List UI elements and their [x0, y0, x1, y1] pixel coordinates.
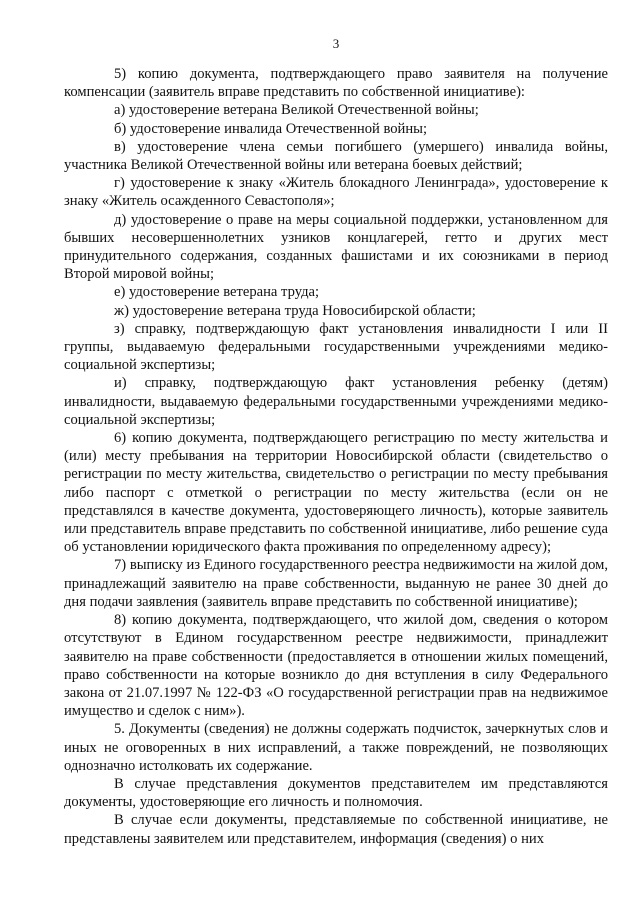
paragraph-item-7: 7) выписку из Единого государственного реестра недвижимости на жилой дом, принадлежащий заявителю на праве собственности, выданную не ранее 30 дней до дня подачи заявления (заявитель вправе представить по собственной инициативе);: [64, 557, 608, 610]
paragraph-sub-zh: ж) удостоверение ветерана труда Новосибирской области;: [114, 302, 476, 319]
paragraph-sub-b: б) удостоверение инвалида Отечественной войны;: [114, 120, 428, 137]
paragraph-own-initiative: В случае если документы, представляемые по собственной инициативе, не представлены заявителем или представителем, информация (сведения) о них: [64, 812, 608, 847]
paragraph-sub-e: е) удостоверение ветерана труда;: [114, 284, 320, 301]
paragraph-section-5: 5. Документы (сведения) не должны содержать подчисток, зачеркнутых слов и иных не оговоренных в них исправлений, а также повреждений, не позволяющих однозначно истолковать их содержание.: [64, 721, 608, 774]
paragraph-item-6: 6) копию документа, подтверждающего регистрацию по месту жительства и (или) месту пребывания на территории Новосибирской области (свидетельство о регистрации по месту жительства, свидетельство о регистрации по месту пребывания либо паспорт с отметкой о регистрации по месту жительства (если он не представлялся в качестве документа, удостоверяющего личность), которые заявитель или представитель вправе представить по собственной инициативе, либо решение суда об установлении юридического факта проживания по определенному адресу);: [64, 430, 608, 556]
paragraph-representative: В случае представления документов представителем им представляются документы, удостоверяющие его личность и полномочия.: [64, 775, 608, 811]
paragraph-sub-d: д) удостоверение о праве на меры социальной поддержки, установленном для бывших несовершеннолетних узников концлагерей, гетто и других мест принудительного содержания, созданных фашистами и их союзниками в период Второй мировой войны;: [64, 211, 608, 283]
paragraph-sub-z: з) справку, подтверждающую факт установления инвалидности I или II группы, выдаваемую федеральными государственными учреждениями медико-социальной экспертизы;: [64, 320, 608, 374]
paragraph-item-8: 8) копию документа, подтверждающего, что жилой дом, сведения о котором отсутствуют в Едином государственном реестре недвижимости, принадлежит заявителю на праве собственности (предоставляется в отношении жилых помещений, право собственности на которые возникло до дня вступления в силу Федерального закона от 21.07.1997 № 122-ФЗ «О государственной регистрации прав на недвижимое имущество и сделок с ним»).: [64, 612, 608, 720]
page-number: 3: [332, 36, 340, 51]
paragraph-sub-v: в) удостоверение члена семьи погибшего (умершего) инвалида войны, участника Великой Отечественной войны или ветерана боевых действий;: [64, 138, 608, 174]
paragraph-sub-g: г) удостоверение к знаку «Житель блокадного Ленинграда», удостоверение к знаку «Житель осажденного Севастополя»;: [64, 175, 608, 210]
paragraph-sub-a: а) удостоверение ветерана Великой Отечественной войны;: [114, 102, 479, 119]
paragraph-sub-i: и) справку, подтверждающую факт установления ребенку (детям) инвалидности, выдаваемую федеральными государственными учреждениями медико-социальной экспертизы;: [64, 375, 608, 428]
paragraph-item-5: 5) копию документа, подтверждающего право заявителя на получение компенсации (заявитель вправе представить по собственной инициативе):: [64, 66, 608, 101]
